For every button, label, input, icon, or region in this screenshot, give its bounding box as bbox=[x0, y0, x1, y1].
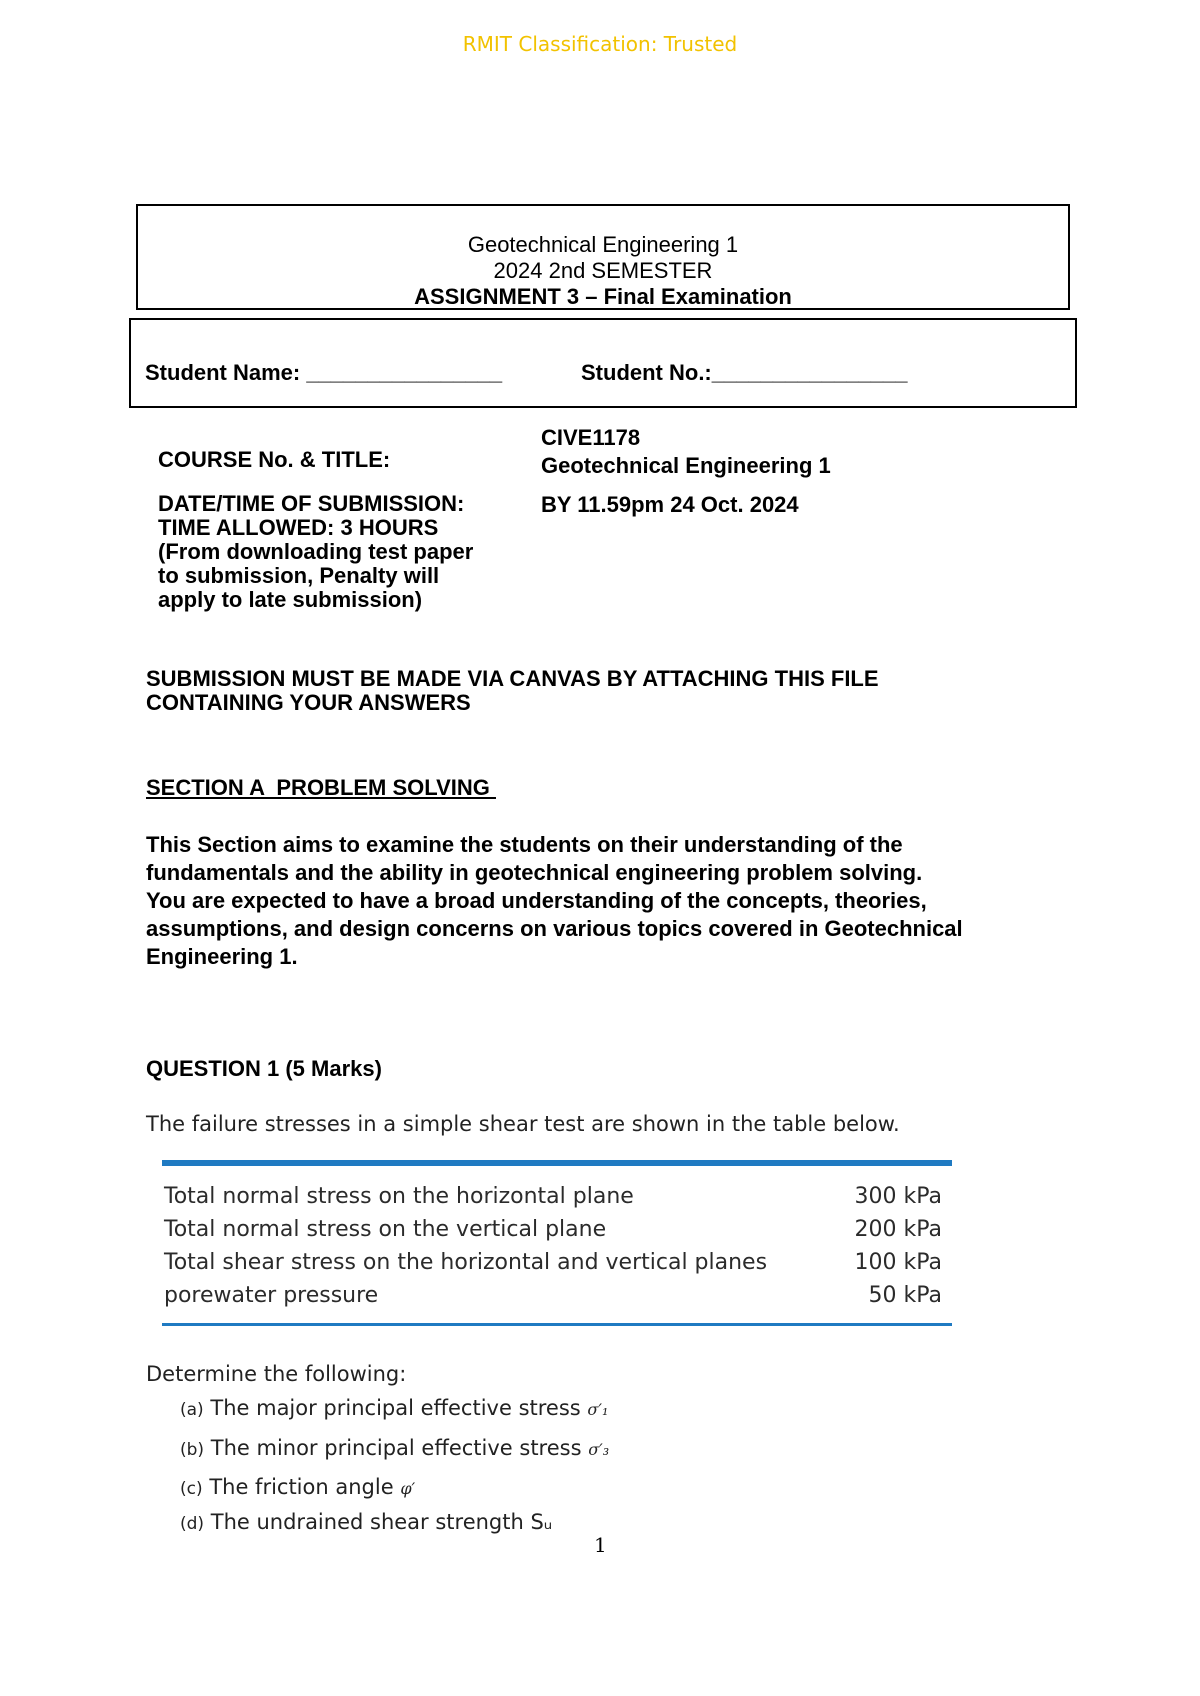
date-label: DATE/TIME OF SUBMISSION: bbox=[158, 491, 465, 516]
page-number: 1 bbox=[594, 1533, 607, 1557]
note-line: (From downloading test paper bbox=[158, 539, 474, 564]
semester-line: 2024 2nd SEMESTER bbox=[493, 258, 713, 283]
row-value: 300 kPa bbox=[854, 1184, 942, 1209]
notice-line: SUBMISSION MUST BE MADE VIA CANVAS BY ATTACHING THIS FILE bbox=[146, 666, 879, 691]
item-text: The minor principal effective stress bbox=[210, 1436, 582, 1460]
table-row bbox=[162, 1250, 952, 1283]
item-marker: (c) bbox=[180, 1479, 203, 1499]
exam-header-box bbox=[136, 204, 1070, 310]
determine-text: Determine the following: bbox=[146, 1362, 407, 1386]
row-label: porewater pressure bbox=[164, 1283, 379, 1308]
row-label: Total normal stress on the vertical plane bbox=[164, 1217, 607, 1242]
intro-line: assumptions, and design concerns on various topics covered in Geotechnical bbox=[146, 916, 963, 941]
course-label: COURSE No. & TITLE: bbox=[158, 447, 391, 472]
item-text: The undrained shear strength Sᵤ bbox=[210, 1510, 553, 1534]
item-text: The friction angle bbox=[209, 1475, 394, 1499]
course-name: Geotechnical Engineering 1 bbox=[467, 232, 739, 257]
row-value: 50 kPa bbox=[868, 1283, 942, 1308]
student-details-box bbox=[129, 318, 1077, 408]
item-text: The major principal effective stress bbox=[210, 1396, 581, 1420]
time-allowed: TIME ALLOWED: 3 HOURS bbox=[158, 515, 439, 540]
intro-line: This Section aims to examine the students on their understanding of the bbox=[146, 832, 903, 857]
table-bottom-rule bbox=[162, 1323, 952, 1326]
question-item bbox=[180, 1436, 609, 1460]
note-line: to submission, Penalty will bbox=[158, 563, 440, 588]
row-label: Total shear stress on the horizontal and vertical planes bbox=[164, 1250, 768, 1275]
notice-line: CONTAINING YOUR ANSWERS bbox=[146, 690, 471, 715]
assignment-title: ASSIGNMENT 3 – Final Examination bbox=[414, 284, 792, 309]
item-symbol: σ′₁ bbox=[587, 1400, 609, 1419]
intro-line: Engineering 1. bbox=[146, 944, 298, 969]
intro-line: fundamentals and the ability in geotechnical engineering problem solving. bbox=[146, 860, 923, 885]
item-marker: (a) bbox=[180, 1400, 204, 1420]
submission-notice bbox=[146, 667, 879, 715]
table-row bbox=[162, 1184, 952, 1217]
table-row bbox=[162, 1283, 952, 1316]
course-title: Geotechnical Engineering 1 bbox=[541, 453, 831, 478]
question-item bbox=[180, 1396, 608, 1420]
question-text: The failure stresses in a simple shear test are shown in the table below. bbox=[146, 1112, 900, 1136]
date-value: BY 11.59pm 24 Oct. 2024 bbox=[541, 492, 799, 517]
row-label: Total normal stress on the horizontal plane bbox=[164, 1184, 634, 1209]
table-top-rule bbox=[162, 1160, 952, 1166]
submission-info-block bbox=[158, 492, 473, 612]
question-item bbox=[180, 1475, 415, 1499]
question-heading: QUESTION 1 (5 Marks) bbox=[146, 1056, 382, 1081]
note-line: apply to late submission) bbox=[158, 587, 423, 612]
question-item bbox=[180, 1510, 552, 1534]
classification-label: RMIT Classification: Trusted bbox=[462, 32, 738, 56]
section-intro bbox=[146, 831, 963, 971]
item-symbol: φ′ bbox=[400, 1479, 416, 1498]
item-marker: (d) bbox=[180, 1514, 205, 1534]
row-value: 200 kPa bbox=[854, 1217, 942, 1242]
stress-table bbox=[162, 1160, 952, 1326]
student-name-field[interactable]: Student Name: ________________ bbox=[145, 360, 503, 385]
student-number-field[interactable]: Student No.:________________ bbox=[581, 360, 908, 385]
item-marker: (b) bbox=[180, 1440, 205, 1460]
table-row bbox=[162, 1217, 952, 1250]
intro-line: You are expected to have a broad understanding of the concepts, theories, bbox=[146, 888, 927, 913]
row-value: 100 kPa bbox=[854, 1250, 942, 1275]
section-heading: SECTION A PROBLEM SOLVING bbox=[146, 775, 496, 800]
item-symbol: σ′₃ bbox=[588, 1440, 610, 1459]
course-code: CIVE1178 bbox=[541, 425, 641, 450]
